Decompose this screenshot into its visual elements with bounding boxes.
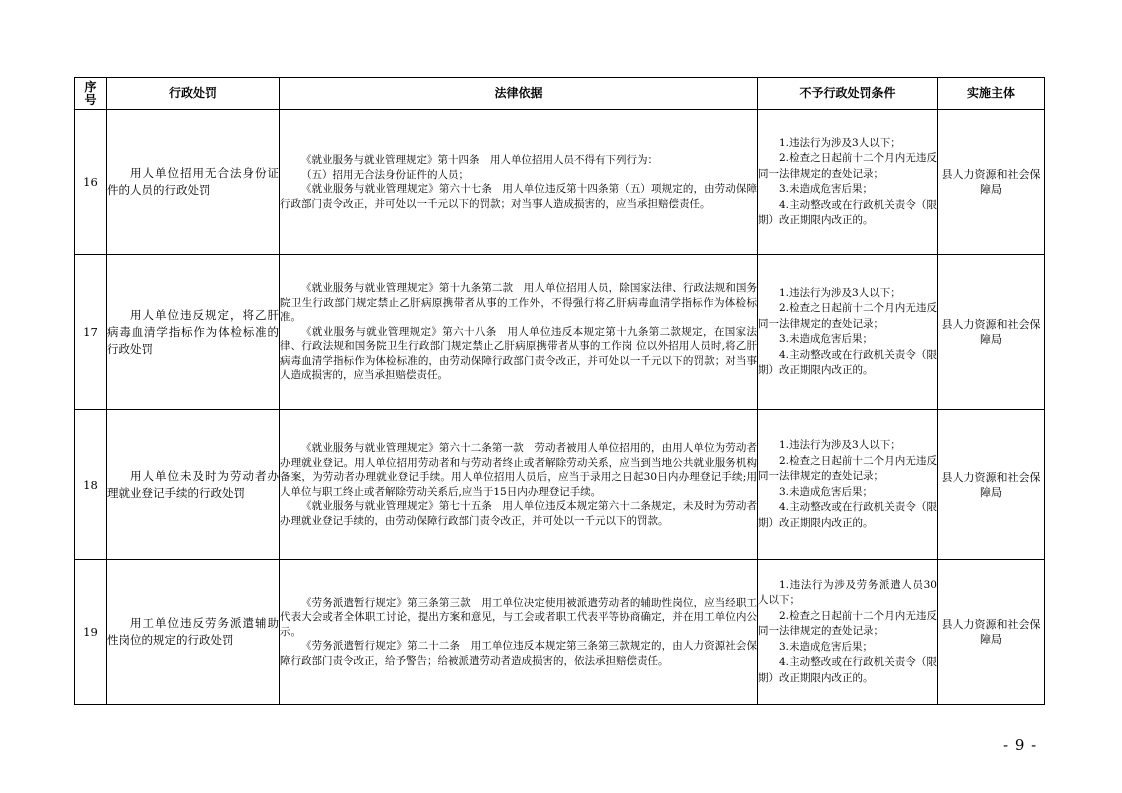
header-conditions: 不予行政处罚条件 [758, 78, 938, 110]
basis-paragraph: 《就业服务与就业管理规定》第十四条 用人单位招用人员不得有下列行为： [301, 154, 658, 166]
legal-basis [280, 410, 758, 560]
basis-paragraph: 《就业服务与就业管理规定》第七十五条 用人单位违反本规定第六十二条规定，未及时为劳动者办理就业登记手续的，由劳动保障行政部门责令改正，并可处以一千元以下的罚款。 [280, 500, 757, 527]
table-header-row [75, 78, 1045, 110]
condition-item: 2.检查之日起前十二个月内无违反同一法律规定的查处记录； [758, 152, 937, 180]
basis-paragraph: 《劳务派遣暂行规定》第二十二条 用工单位违反本规定第三条第三款规定的，由人力资源社会保障行政部门责令改正，给予警告；给被派遣劳动者造成损害的，依法承担赔偿责任。 [280, 640, 757, 667]
header-no: 序号 [75, 78, 107, 110]
header-agency: 实施主体 [938, 78, 1045, 110]
condition-item: 1.违法行为涉及3人以下； [779, 136, 901, 149]
condition-item: 1.违法行为涉及劳务派遣人员30人以下； [758, 578, 937, 607]
row-number: 18 [75, 410, 107, 560]
penalty-name: 用人单位违反规定，将乙肝病毒血清学指标作为体检标准的行政处罚 [107, 255, 280, 410]
basis-paragraph: 《就业服务与就业管理规定》第十九条第二款 用人单位招用人员，除国家法律、行政法规和国务院卫生行政部门规定禁止乙肝病原携带者从事的工作外，不得强行将乙肝病毒血清学指标作为体检标准。 [280, 282, 757, 324]
header-basis: 法律依据 [280, 78, 758, 110]
basis-paragraph: 《就业服务与就业管理规定》第六十二条第一款 劳动者被用人单位招用的，由用人单位为劳动者办理就业登记。用人单位招用劳动者和与劳动者终止或者解除劳动关系，应当到当地公共就业服务机构备案，为劳动者办理就业登记手续。用人单位招用人员后，应当于录用之日起30日内办理登记手续;用人单位与职工终止或者解除劳动关系后,应当于15日内办理登记手续。 [280, 442, 757, 498]
condition-item: 4.主动整改或在行政机关责令（限期）改正期限内改正的。 [758, 348, 937, 376]
basis-paragraph: 《就业服务与就业管理规定》第六十八条 用人单位违反本规定第十九条第二款规定，在国家法律、行政法规和国务院卫生行政部门规定禁止乙肝病原携带者从事的工作岗 位以外招用人员时,将乙肝病毒血清学指标作为体检标准的，由劳动保障行政部门责令改正，并可处以一千元以下的罚款；对当事人造成损害的，应当承担赔偿责任。 [280, 325, 757, 382]
condition-item: 2.检查之日起前十二个月内无违反同一法律规定的查处记录； [758, 609, 937, 638]
page-number: - 9 - [1003, 736, 1038, 754]
condition-item: 4.主动整改或在行政机关责令（限期）改正期限内改正的。 [758, 198, 937, 226]
penalty-name: 用工单位违反劳务派遣辅助性岗位的规定的行政处罚 [107, 560, 280, 705]
table-row [75, 255, 1045, 410]
exemption-conditions [758, 255, 938, 410]
condition-item: 1.违法行为涉及3人以下； [779, 286, 901, 299]
table-row [75, 410, 1045, 560]
legal-basis [280, 110, 758, 255]
exemption-conditions [758, 110, 938, 255]
basis-paragraph: 《劳务派遣暂行规定》第三条第三款 用工单位决定使用被派遣劳动者的辅助性岗位，应当经职工代表大会或者全体职工讨论，提出方案和意见，与工会或者职工代表平等协商确定，并在用工单位内公示。 [280, 596, 757, 638]
table-row [75, 110, 1045, 255]
table-row [75, 560, 1045, 705]
condition-item: 2.检查之日起前十二个月内无违反同一法律规定的查处记录； [758, 302, 937, 330]
implementing-agency: 县人力资源和社会保障局 [938, 110, 1045, 255]
penalty-name: 用人单位未及时为劳动者办理就业登记手续的行政处罚 [107, 410, 280, 560]
exemption-conditions [758, 410, 938, 560]
condition-item: 1.违法行为涉及3人以下； [779, 439, 901, 451]
condition-item: 4.主动整改或在行政机关责令（限期）改正期限内改正的。 [758, 501, 937, 529]
penalty-name: 用人单位招用无合法身份证件的人员的行政处罚 [107, 110, 280, 255]
penalty-table [74, 77, 1045, 705]
header-penalty: 行政处罚 [107, 78, 280, 110]
condition-item: 2.检查之日起前十二个月内无违反同一法律规定的查处记录； [758, 454, 937, 482]
exemption-conditions [758, 560, 938, 705]
row-number: 16 [75, 110, 107, 255]
condition-item: 3.未造成危害后果； [779, 333, 874, 345]
row-number: 17 [75, 255, 107, 410]
implementing-agency: 县人力资源和社会保障局 [938, 560, 1045, 705]
condition-item: 4.主动整改或在行政机关责令（限期）改正期限内改正的。 [758, 656, 937, 684]
legal-basis [280, 255, 758, 410]
condition-item: 3.未造成危害后果； [779, 183, 874, 195]
row-number: 19 [75, 560, 107, 705]
condition-item: 3.未造成危害后果； [779, 485, 874, 498]
implementing-agency: 县人力资源和社会保障局 [938, 410, 1045, 560]
legal-basis [280, 560, 758, 705]
condition-item: 3.未造成危害后果； [779, 640, 874, 653]
implementing-agency: 县人力资源和社会保障局 [938, 255, 1045, 410]
basis-paragraph: 《就业服务与就业管理规定》第六十七条 用人单位违反第十四条第（五）项规定的，由劳动保障行政部门责令改正，并可处以一千元以下的罚款；对当事人造成损害的，应当承担赔偿责任。 [280, 183, 757, 210]
basis-paragraph: （五）招用无合法身份证件的人员； [301, 168, 469, 181]
